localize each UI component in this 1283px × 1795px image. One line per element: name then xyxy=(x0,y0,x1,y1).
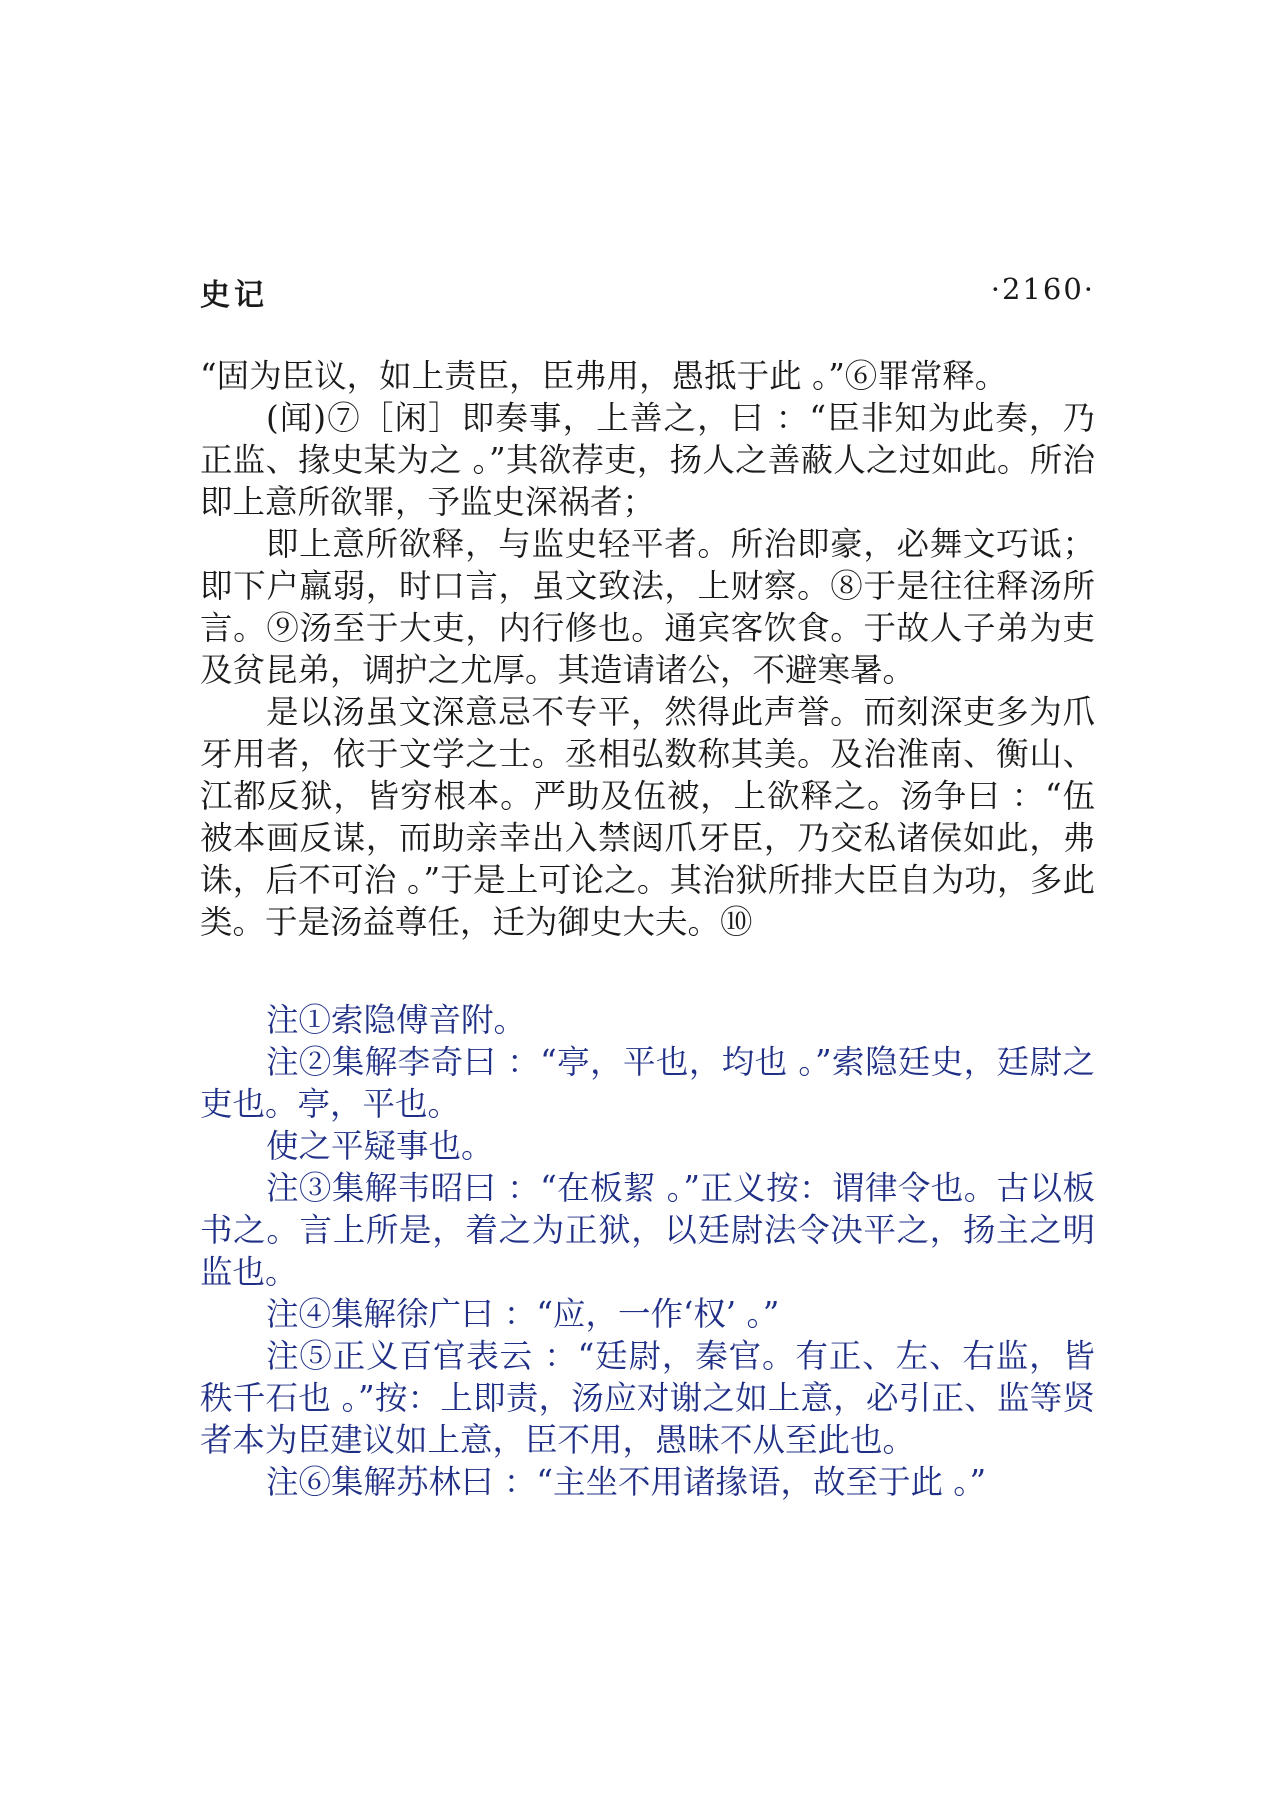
page-number: ·2160· xyxy=(990,272,1095,306)
annotations xyxy=(200,999,1095,1503)
page-header xyxy=(200,270,1095,313)
body-paragraph: 是以汤虽文深意忌不专平，然得此声誉。而刻深吏多为爪牙用者，依于文学之士。丞相弘数称其美。及治淮南、衡山、江都反狱，皆穷根本。严助及伍被，上欲释之。汤争曰 ：“伍被本画反谋，而助亲幸出入禁闼爪牙臣，乃交私诸侯如此，弗诛，后不可治 。”于是上可论之。其治狱所排大臣自为功，多此类。于是汤益尊任，迁为御史大夫。⑩ xyxy=(200,693,1095,941)
annotation-note: 注③集解韦昭曰 ：“在板絜 。”正义按：谓律令也。古以板书之。言上所是，着之为正狱，以廷尉法令决平之，扬主之明监也。 xyxy=(200,1169,1095,1291)
body-paragraph: “固为臣议，如上责臣，臣弗用，愚抵于此 。”⑥罪常释。 xyxy=(200,357,1008,395)
annotation-note: 注①索隐傅音附。 xyxy=(266,1001,527,1039)
running-title: 史记 xyxy=(200,278,268,313)
annotation-note: 使之平疑事也。 xyxy=(266,1127,494,1165)
annotation-note: 注④集解徐广曰 ：“应，一作‘权’ 。” xyxy=(266,1295,780,1333)
annotation-note: 注②集解李奇曰 ：“亭，平也，均也 。”索隐廷史，廷尉之吏也。亭，平也。 xyxy=(200,1043,1095,1123)
main-text xyxy=(200,355,1095,943)
annotation-note: 注⑥集解苏林曰 ：“主坐不用诸掾语，故至于此 。” xyxy=(266,1463,987,1501)
body-paragraph: 即上意所欲释，与监史轻平者。所治即豪，必舞文巧诋；即下户羸弱，时口言，虽文致法，上财察。⑧于是往往释汤所言。⑨汤至于大吏，内行修也。通宾客饮食。于故人子弟为吏及贫昆弟，调护之尤厚。其造请诸公，不避寒暑。 xyxy=(200,525,1095,689)
annotation-note: 注⑤正义百官表云 ：“廷尉，秦官。有正、左、右监，皆秩千石也 。”按：上即责，汤应对谢之如上意，必引正、监等贤者本为臣建议如上意，臣不用，愚昧不从至此也。 xyxy=(200,1337,1095,1459)
body-paragraph: (闻)⑦［闲］即奏事，上善之，曰 ：“臣非知为此奏，乃正监、掾史某为之 。”其欲荐吏，扬人之善蔽人之过如此。所治即上意所欲罪，予监史深祸者； xyxy=(200,399,1095,521)
